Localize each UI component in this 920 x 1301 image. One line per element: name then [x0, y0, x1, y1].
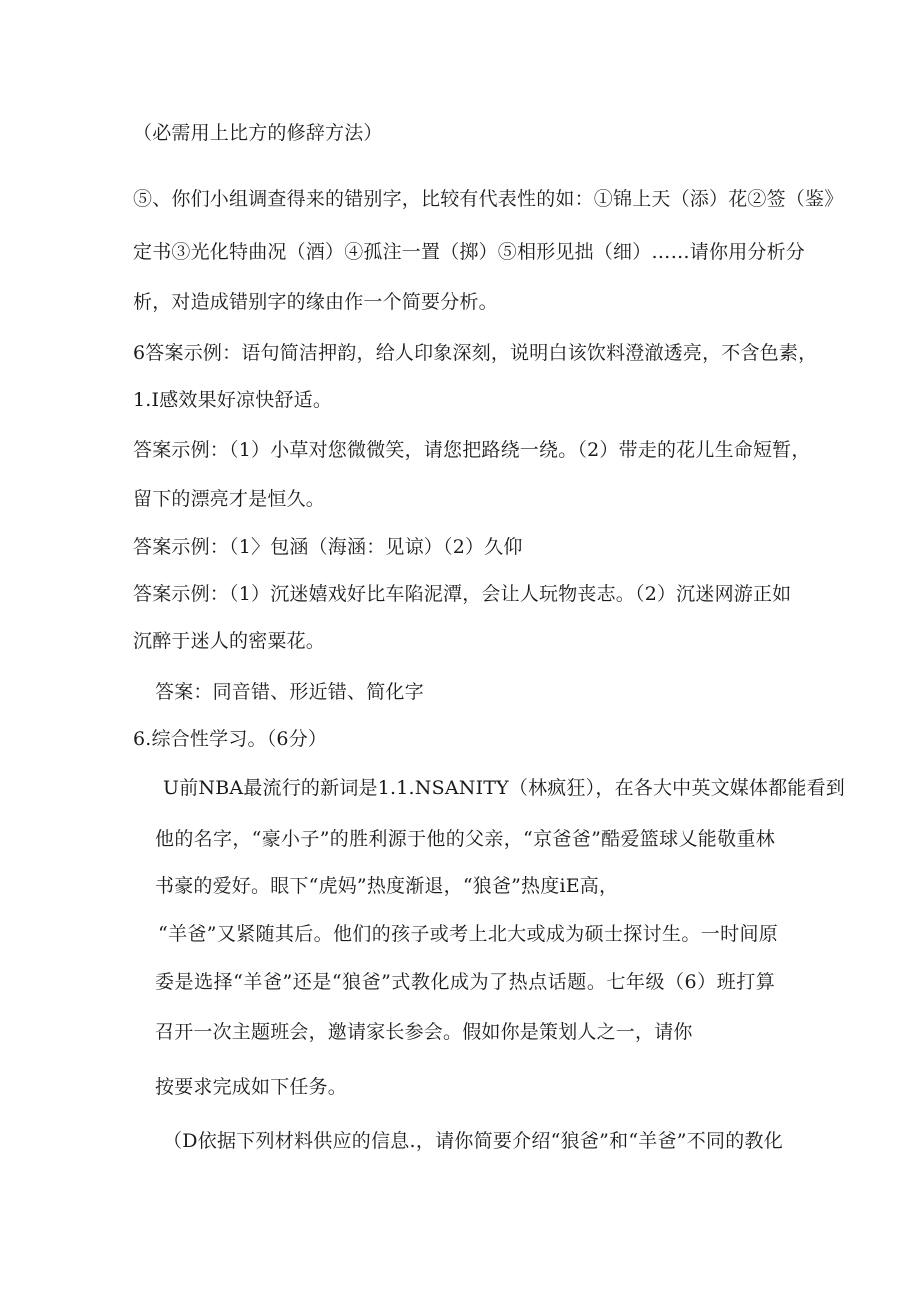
text-line-3: 定书③光化特曲况（酒）④孤注一置（掷）⑤相形见拙（细）……请你用分析分 — [133, 241, 806, 263]
text-line-7: 答案示例：（1）小草对您微微笑，请您把路绕一绕。（2）带走的花儿生命短暂， — [133, 439, 811, 461]
text-line-5: 6答案示例：语句简洁押韵，给人印象深刻，说明白该饮料澄澈透亮，不含色素， — [133, 342, 818, 364]
text-line-16: 书豪的爱好。眼下“虎妈”热度渐退，“狼爸”热度iE高， — [155, 875, 619, 897]
text-line-17: “羊爸”又紧随其后。他们的孩子或考上北大或成为硕士探讨生。一时间原 — [158, 923, 778, 945]
text-line-21: （D依据下列材料供应的信息.，请你简要介绍“狼爸”和“羊爸”不同的教化 — [163, 1130, 783, 1152]
text-line-13: 6.综合性学习。（6分） — [133, 728, 328, 750]
text-line-9: 答案示例：（1〉包涵（海涵：见谅）（2）久仰 — [133, 536, 523, 558]
text-line-11: 沉醉于迷人的密粟花。 — [133, 630, 326, 652]
text-line-14: U前NBA最流行的新词是1.1.NSANITY（林疯狂），在各大中英文媒体都能看到 — [163, 777, 845, 799]
text-line-18: 委是选择“羊爸”还是“狼爸”式教化成为了热点话题。七年级（6）班打算 — [155, 971, 775, 993]
text-line-1: （必需用上比方的修辞方法） — [133, 122, 383, 144]
text-line-12: 答案：同音错、形近错、简化字 — [155, 681, 424, 703]
text-line-4: 析，对造成错别字的缘由作一个简要分析。 — [133, 291, 498, 313]
text-line-6: 1.I感效果好凉快舒适。 — [133, 389, 333, 411]
text-line-2: ⑤、你们小组调查得来的错别字，比较有代表性的如：①锦上天（添）花②签（鉴》 — [133, 188, 844, 210]
text-line-20: 按要求完成如下任务。 — [155, 1076, 348, 1098]
text-line-15: 他的名字，“豪小子”的胜利源于他的父亲，“京爸爸”酷爱篮球乂能敬重林 — [155, 828, 775, 850]
text-line-8: 留下的漂亮才是恒久。 — [133, 488, 326, 510]
text-line-10: 答案示例：（1）沉迷嬉戏好比车陷泥潭，会让人玩物丧志。（2）沉迷网游正如 — [133, 583, 792, 605]
text-line-19: 召开一次主题班会，邀请家长参会。假如你是策划人之一，请你 — [155, 1021, 693, 1043]
